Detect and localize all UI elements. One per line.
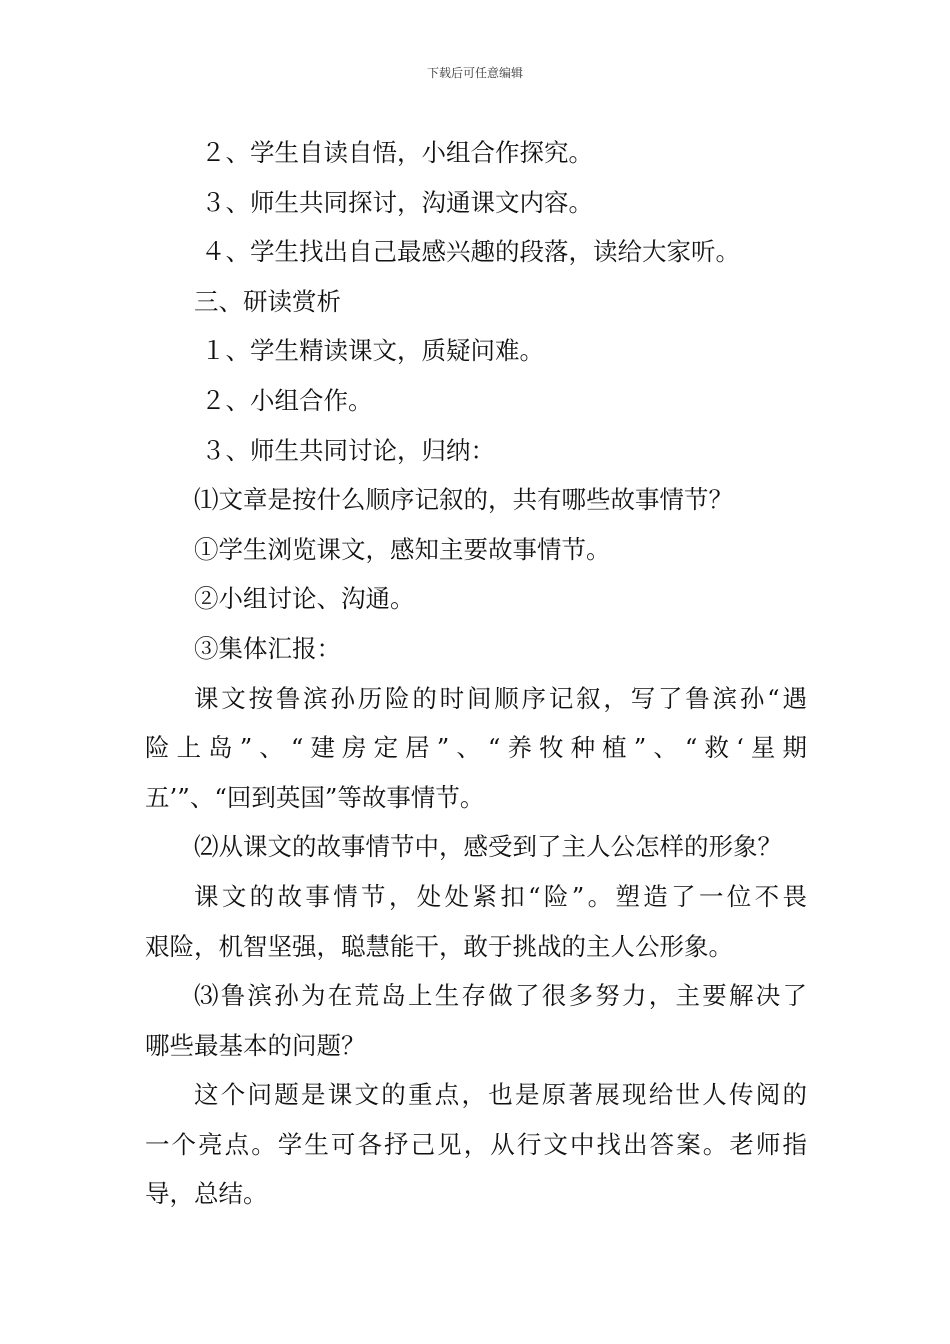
question-line: ⑴文章是按什么顺序记叙的，共有哪些故事情节？: [194, 485, 733, 515]
text-line: ③集体汇报：: [194, 633, 341, 663]
text-line: ２、学生自读自悟，小组合作探究。: [201, 138, 593, 167]
paragraph-line: 课文的故事情节，处处紧扣“险”。塑造了一位不畏: [194, 881, 807, 911]
paragraph-line: 五’”、“回到英国”等故事情节。: [145, 782, 485, 812]
document-body: [145, 128, 807, 1219]
section-heading: 三、研读赏析: [194, 286, 341, 316]
text-line: ①学生浏览课文，感知主要故事情节。: [194, 534, 611, 564]
page-header: 下载后可任意编辑: [426, 66, 523, 80]
text-line: ３、师生共同讨论，归纳：: [201, 435, 495, 465]
text-line: ２、小组合作。: [201, 385, 373, 415]
paragraph-line: 这个问题是课文的重点，也是原著展现给世人传阅的: [194, 1080, 807, 1110]
paragraph-line: 艰险，机智坚强，聪慧能干，敢于挑战的主人公形象。: [145, 931, 733, 961]
text-line: １、学生精读课文，质疑问难。: [201, 336, 544, 366]
paragraph-line: 导，总结。: [145, 1179, 268, 1209]
text-line: ４、学生找出自己最感兴趣的段落，读给大家听。: [201, 237, 740, 267]
question-line: ⑶鲁滨孙为在荒岛上生存做了很多努力，主要解决了: [194, 981, 807, 1011]
paragraph-line: 课文按鲁滨孙历险的时间顺序记叙，写了鲁滨孙“遇: [194, 683, 807, 713]
text-line: ②小组讨论、沟通。: [194, 584, 415, 614]
question-line: 哪些最基本的问题？: [145, 1030, 366, 1060]
question-line: ⑵从课文的故事情节中，感受到了主人公怎样的形象？: [194, 832, 782, 862]
text-line: ３、师生共同探讨，沟通课文内容。: [201, 187, 593, 217]
paragraph-line: 一个亮点。学生可各抒己见，从行文中找出答案。老师指: [145, 1129, 807, 1159]
paragraph-line: 险上岛”、“建房定居”、“养牧种植”、“救‘星期: [145, 733, 807, 763]
